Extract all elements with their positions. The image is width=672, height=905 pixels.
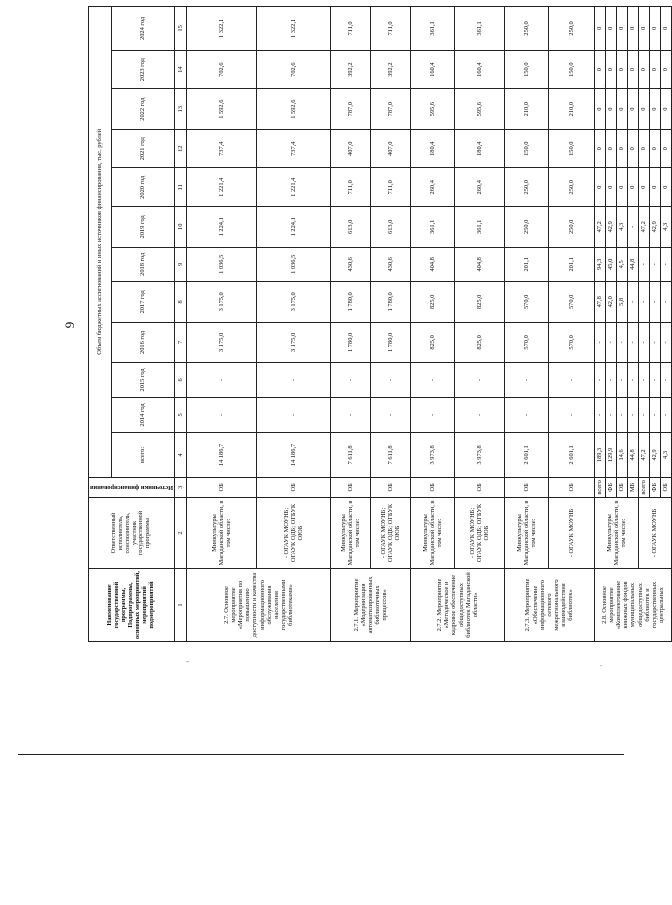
amount-cell: 737,4 — [257, 129, 331, 168]
amount-cell: 0 — [606, 50, 617, 89]
amount-cell: 7 611,8 — [331, 433, 371, 478]
amount-cell: 0 — [650, 50, 661, 89]
amount-cell: 0 — [617, 89, 628, 130]
amount-cell: - — [606, 363, 617, 397]
column-number: 10 — [175, 207, 187, 248]
program-name: 2.7.1. Мероприятие «Модернизация автоматизированных библиотечных процессов» — [331, 569, 411, 642]
amount-cell: 711,0 — [371, 168, 411, 207]
amount-cell: - — [549, 363, 595, 397]
header-year: 2018 год — [111, 247, 174, 281]
amount-cell: 3 175,0 — [257, 322, 331, 363]
table-row — [257, 7, 331, 642]
column-number: 6 — [175, 363, 187, 397]
amount-cell: 250,0 — [505, 168, 549, 207]
amount-cell: 42,9 — [650, 207, 661, 248]
header-volume: Объем бюджетных ассигнований и иных источников финансирования, тыс. рублей — [89, 7, 112, 478]
amount-cell: 407,0 — [331, 129, 371, 168]
amount-cell: - — [617, 397, 628, 432]
amount-cell: - — [639, 363, 650, 397]
scan-mark: - — [186, 656, 189, 666]
program-name: 2.8. Основное мероприятие «Комплектование книжных фондов муниципальных общедоступных библиотек и государственных центральных — [595, 569, 672, 642]
amount-cell: 201,1 — [505, 247, 549, 281]
amount-cell: - — [331, 363, 371, 397]
amount-cell: 150,0 — [549, 129, 595, 168]
amount-cell: - — [549, 397, 595, 432]
amount-cell: 1 592,6 — [187, 89, 257, 130]
responsible-executor: - ОГАУК МОУНБ; ОГАУК ОДБ; ОГБУК ОЮБ — [455, 498, 505, 569]
amount-cell: - — [628, 322, 639, 363]
header-year: 2024 год — [111, 7, 174, 51]
amount-cell: - — [606, 322, 617, 363]
responsible-executor: Минкультуры Магаданской области, в том числе: — [331, 498, 371, 569]
funding-source: ОБ — [331, 477, 371, 497]
amount-cell: 0 — [628, 89, 639, 130]
amount-cell: 44,8 — [628, 247, 639, 281]
amount-cell: 0 — [617, 7, 628, 51]
amount-cell: 361,1 — [455, 7, 505, 51]
column-number: 8 — [175, 282, 187, 323]
amount-cell: 702,6 — [257, 50, 331, 89]
amount-cell: 1 780,0 — [331, 322, 371, 363]
amount-cell: 129,9 — [606, 433, 617, 478]
table-row — [639, 7, 650, 642]
column-number: 7 — [175, 322, 187, 363]
amount-cell: 0 — [639, 89, 650, 130]
amount-cell: 150,0 — [549, 50, 595, 89]
amount-cell: 1 036,5 — [187, 247, 257, 281]
responsible-executor: Минкультуры Магаданской области, в том числе: — [595, 498, 639, 569]
header-source — [89, 477, 175, 497]
amount-cell: 47,2 — [595, 207, 606, 248]
rotated-page — [62, 6, 670, 642]
amount-cell: 250,0 — [549, 207, 595, 248]
amount-cell: 613,0 — [331, 207, 371, 248]
header-year: 2020 год — [111, 168, 174, 207]
amount-cell: 0 — [617, 129, 628, 168]
amount-cell: - — [595, 363, 606, 397]
column-number: 1 — [175, 569, 187, 642]
amount-cell: 3 175,0 — [187, 282, 257, 323]
header-year: 2017 год — [111, 282, 174, 323]
table-row — [331, 7, 371, 642]
responsible-executor: Минкультуры Магаданской области, в том числе: — [505, 498, 549, 569]
amount-cell: 201,1 — [549, 247, 595, 281]
amount-cell: 94,3 — [595, 247, 606, 281]
amount-cell: 42,9 — [606, 207, 617, 248]
amount-cell: 260,4 — [455, 168, 505, 207]
amount-cell: 0 — [628, 7, 639, 51]
amount-cell: 3 973,8 — [455, 433, 505, 478]
amount-cell: 737,4 — [187, 129, 257, 168]
program-name: 2.7.3. Мероприятие «Обеспечение информационного сетевого межрегионального взаимодействия библиотек» — [505, 569, 595, 642]
amount-cell: 570,0 — [505, 282, 549, 323]
amount-cell: - — [617, 322, 628, 363]
amount-cell: 570,0 — [549, 322, 595, 363]
funding-source: ОБ — [617, 477, 628, 497]
amount-cell: - — [455, 363, 505, 397]
amount-cell: 787,0 — [371, 89, 411, 130]
amount-cell: - — [650, 247, 661, 281]
responsible-executor: Минкультуры Магаданской области, в том числе: — [187, 498, 257, 569]
amount-cell: 0 — [595, 168, 606, 207]
amount-cell: 3 175,0 — [257, 282, 331, 323]
amount-cell: - — [257, 397, 331, 432]
amount-cell: - — [187, 363, 257, 397]
amount-cell: 1 780,0 — [371, 322, 411, 363]
amount-cell: 189,3 — [595, 433, 606, 478]
program-name: 2.7.2. Мероприятие «Методическое и кадровое обеспечение общедоступных библиотек Магаданской области» — [411, 569, 505, 642]
amount-cell: 0 — [606, 89, 617, 130]
header-year: всего: — [111, 433, 174, 478]
header-source-label: Источники финансирования — [90, 483, 174, 491]
amount-cell: 150,0 — [505, 50, 549, 89]
amount-cell: - — [257, 363, 331, 397]
amount-cell: 361,1 — [411, 207, 455, 248]
program-name: 2.7. Основное мероприятие «Мероприятия по повышению доступности и качества информационного обслуживания населения государственными библиотеками» — [187, 569, 331, 642]
amount-cell: - — [505, 397, 549, 432]
amount-cell: 787,0 — [331, 89, 371, 130]
amount-cell: - — [661, 322, 672, 363]
amount-cell: 0 — [639, 168, 650, 207]
table-row — [549, 7, 595, 642]
column-number: 5 — [175, 397, 187, 432]
amount-cell: 42,9 — [650, 433, 661, 478]
page-number: 9 — [62, 321, 77, 329]
table-row — [371, 7, 411, 642]
amount-cell: - — [639, 282, 650, 323]
amount-cell: 1 592,6 — [257, 89, 331, 130]
amount-cell: 702,6 — [187, 50, 257, 89]
amount-cell: 250,0 — [505, 207, 549, 248]
amount-cell: 430,6 — [371, 247, 411, 281]
amount-cell: 430,6 — [331, 247, 371, 281]
amount-cell: 1 221,4 — [187, 168, 257, 207]
amount-cell: 0 — [661, 168, 672, 207]
amount-cell: - — [661, 247, 672, 281]
amount-cell: - — [650, 322, 661, 363]
amount-cell: - — [639, 322, 650, 363]
amount-cell: - — [617, 363, 628, 397]
amount-cell: - — [187, 397, 257, 432]
amount-cell: 4,3 — [661, 207, 672, 248]
amount-cell: 361,1 — [411, 7, 455, 51]
amount-cell: 3 175,0 — [187, 322, 257, 363]
scan-mark: . — [604, 78, 607, 88]
amount-cell: - — [639, 247, 650, 281]
amount-cell: 711,0 — [331, 7, 371, 51]
amount-cell: 361,1 — [455, 207, 505, 248]
responsible-executor: - ОГАУК МОУНБ — [639, 498, 672, 569]
amount-cell: 150,0 — [505, 129, 549, 168]
amount-cell: 0 — [628, 129, 639, 168]
amount-cell: 260,4 — [411, 168, 455, 207]
responsible-executor: Минкультуры Магаданской области, в том числе: — [411, 498, 455, 569]
funding-source: ОБ — [187, 477, 257, 497]
amount-cell: 570,0 — [549, 282, 595, 323]
column-number: 13 — [175, 89, 187, 130]
amount-cell: - — [650, 397, 661, 432]
amount-cell: 0 — [617, 50, 628, 89]
amount-cell: - — [628, 207, 639, 248]
amount-cell: 45,0 — [606, 247, 617, 281]
column-number: 3 — [175, 477, 187, 497]
amount-cell: - — [661, 363, 672, 397]
amount-cell: - — [595, 397, 606, 432]
amount-cell: 210,0 — [505, 89, 549, 130]
amount-cell: 47,2 — [639, 433, 650, 478]
header-year: 2019 год — [111, 207, 174, 248]
amount-cell: 14 186,7 — [257, 433, 331, 478]
amount-cell: 0 — [661, 7, 672, 51]
amount-cell: - — [595, 322, 606, 363]
amount-cell: 250,0 — [549, 168, 595, 207]
table-row — [455, 7, 505, 642]
responsible-executor: - ОГАУК МОУНБ; ОГАУК ОДБ; ОГБУК ОЮБ — [371, 498, 411, 569]
amount-cell: 47,2 — [639, 207, 650, 248]
amount-cell: 0 — [661, 89, 672, 130]
amount-cell: 0 — [639, 7, 650, 51]
amount-cell: 392,2 — [371, 50, 411, 89]
amount-cell: 0 — [606, 168, 617, 207]
amount-cell: 595,6 — [411, 89, 455, 130]
funding-source: ФБ — [606, 477, 617, 497]
amount-cell: 3 973,8 — [411, 433, 455, 478]
amount-cell: 1 036,5 — [257, 247, 331, 281]
header-year: 2021 год — [111, 129, 174, 168]
funding-source: всего — [595, 477, 606, 497]
funding-source: ФБ — [650, 477, 661, 497]
amount-cell: 0 — [650, 89, 661, 130]
amount-cell: 1 224,1 — [187, 207, 257, 248]
amount-cell: 0 — [650, 168, 661, 207]
amount-cell: - — [650, 282, 661, 323]
amount-cell: - — [661, 397, 672, 432]
funding-source: ОБ — [661, 477, 672, 497]
column-number: 4 — [175, 433, 187, 478]
header-year: 2022 год — [111, 89, 174, 130]
amount-cell: 825,0 — [455, 322, 505, 363]
amount-cell: 407,0 — [371, 129, 411, 168]
amount-cell: - — [371, 363, 411, 397]
amount-cell: 4,5 — [617, 247, 628, 281]
header-year: 2014 год — [111, 397, 174, 432]
amount-cell: 180,4 — [411, 129, 455, 168]
amount-cell: 160,4 — [455, 50, 505, 89]
amount-cell: - — [661, 282, 672, 323]
amount-cell: 825,0 — [411, 322, 455, 363]
funding-source: ОБ — [455, 477, 505, 497]
amount-cell: 0 — [595, 50, 606, 89]
funding-source: ОБ — [505, 477, 549, 497]
amount-cell: 1 780,0 — [331, 282, 371, 323]
column-number: 14 — [175, 50, 187, 89]
header-year: 2015 год — [111, 363, 174, 397]
amount-cell: 0 — [650, 129, 661, 168]
table-row — [505, 7, 549, 642]
funding-source: всего — [639, 477, 650, 497]
page-bottom-rule — [18, 754, 624, 755]
amount-cell: - — [371, 397, 411, 432]
column-number: 9 — [175, 247, 187, 281]
funding-source: ОБ — [549, 477, 595, 497]
amount-cell: 570,0 — [505, 322, 549, 363]
responsible-executor: - ОГАУК МОУНБ; ОГАУК ОДБ; ОГБУК ОЮБ — [257, 498, 331, 569]
amount-cell: 1 322,1 — [187, 7, 257, 51]
amount-cell: 404,8 — [455, 247, 505, 281]
amount-cell: 14,6 — [617, 433, 628, 478]
amount-cell: - — [455, 397, 505, 432]
amount-cell: 404,8 — [411, 247, 455, 281]
amount-cell: 825,0 — [411, 282, 455, 323]
amount-cell: 44,8 — [628, 433, 639, 478]
funding-source: ОБ — [411, 477, 455, 497]
amount-cell: 392,2 — [331, 50, 371, 89]
amount-cell: 711,0 — [371, 7, 411, 51]
header-year: 2016 год — [111, 322, 174, 363]
amount-cell: 1 322,1 — [257, 7, 331, 51]
amount-cell: 0 — [628, 50, 639, 89]
funding-source: ОБ — [371, 477, 411, 497]
column-number: 15 — [175, 7, 187, 51]
amount-cell: 210,0 — [549, 89, 595, 130]
funding-source: ОБ — [257, 477, 331, 497]
amount-cell: - — [606, 397, 617, 432]
amount-cell: 160,4 — [411, 50, 455, 89]
amount-cell: - — [411, 363, 455, 397]
amount-cell: 0 — [617, 168, 628, 207]
responsible-executor: - ОГАУК МОУНБ — [549, 498, 595, 569]
amount-cell: - — [411, 397, 455, 432]
amount-cell: 0 — [595, 7, 606, 51]
amount-cell: 1 780,0 — [371, 282, 411, 323]
table-row — [411, 7, 455, 642]
amount-cell: 47,8 — [595, 282, 606, 323]
amount-cell: 0 — [595, 89, 606, 130]
header-name: Наименование государственной программы, Подпрограммы, основных мероприятий, мероприятий подмероприятий — [89, 569, 175, 642]
amount-cell: 2 601,1 — [505, 433, 549, 478]
amount-cell: 0 — [661, 50, 672, 89]
column-number: 2 — [175, 498, 187, 569]
amount-cell: - — [639, 397, 650, 432]
amount-cell: 825,0 — [455, 282, 505, 323]
column-number: 12 — [175, 129, 187, 168]
amount-cell: 595,6 — [455, 89, 505, 130]
amount-cell: 711,0 — [331, 168, 371, 207]
table-row — [187, 7, 257, 642]
funding-table — [88, 6, 672, 642]
amount-cell: - — [628, 363, 639, 397]
amount-cell: 250,0 — [505, 7, 549, 51]
amount-cell: - — [505, 363, 549, 397]
funding-source: МБ — [628, 477, 639, 497]
amount-cell: 7 611,8 — [371, 433, 411, 478]
amount-cell: 613,0 — [371, 207, 411, 248]
amount-cell: 0 — [639, 129, 650, 168]
amount-cell: 180,4 — [455, 129, 505, 168]
amount-cell: 2 601,1 — [549, 433, 595, 478]
column-number: 11 — [175, 168, 187, 207]
header-responsible: Ответственный исполнитель, соисполнитель, участник государственной программы — [89, 498, 175, 569]
amount-cell: - — [628, 397, 639, 432]
amount-cell: 0 — [628, 168, 639, 207]
table-row — [595, 7, 606, 642]
amount-cell: 0 — [661, 129, 672, 168]
amount-cell: 1 224,1 — [257, 207, 331, 248]
amount-cell: - — [331, 397, 371, 432]
amount-cell: - — [628, 282, 639, 323]
amount-cell: 5,8 — [617, 282, 628, 323]
amount-cell: 4,3 — [617, 207, 628, 248]
amount-cell: - — [650, 363, 661, 397]
scan-mark: . — [600, 658, 603, 668]
amount-cell: 250,0 — [549, 7, 595, 51]
amount-cell: 0 — [650, 7, 661, 51]
amount-cell: 0 — [639, 50, 650, 89]
header-year: 2023 год — [111, 50, 174, 89]
amount-cell: 0 — [595, 129, 606, 168]
amount-cell: 14 186,7 — [187, 433, 257, 478]
amount-cell: 42,0 — [606, 282, 617, 323]
amount-cell: 0 — [606, 7, 617, 51]
amount-cell: 0 — [606, 129, 617, 168]
amount-cell: 4,3 — [661, 433, 672, 478]
amount-cell: 1 221,4 — [257, 168, 331, 207]
